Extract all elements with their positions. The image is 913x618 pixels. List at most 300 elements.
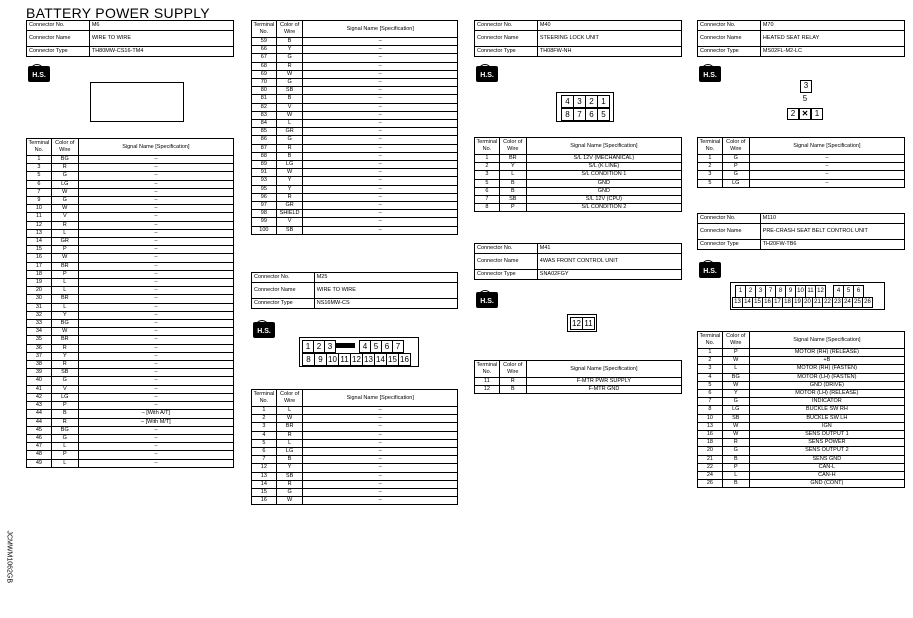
- wire-color-cell: SB: [276, 87, 303, 95]
- terminal-cell: 34: [27, 328, 52, 336]
- pin: 2: [585, 95, 598, 108]
- pin: 17: [772, 297, 783, 308]
- m41-signal-table: [474, 360, 682, 394]
- wire-color-cell: R: [51, 164, 78, 172]
- signal-name-cell: BUCKLE SW LH: [749, 414, 904, 422]
- m110-connector-diagram: [730, 282, 885, 310]
- pin: 2: [745, 285, 756, 298]
- terminal-cell: 9: [27, 197, 52, 205]
- terminal-cell: 40: [27, 377, 52, 385]
- m6-connector-diagram: [90, 82, 184, 122]
- wire-color-cell: Y: [722, 390, 749, 398]
- wire-color-cell: R: [51, 418, 78, 426]
- wire-color-cell: G: [722, 171, 749, 179]
- terminal-cell: 99: [252, 218, 277, 226]
- document-code: JCMWM1062GB: [5, 530, 13, 584]
- table-row: [252, 472, 458, 480]
- terminal-cell: 18: [27, 270, 52, 278]
- terminal-no-header: Terminal No.: [698, 332, 723, 349]
- terminal-cell: 16: [698, 431, 723, 439]
- wire-color-cell: GR: [276, 128, 303, 136]
- terminal-cell: 80: [252, 87, 277, 95]
- pin: 5: [370, 340, 382, 353]
- page-title: BATTERY POWER SUPPLY: [26, 5, 210, 21]
- wire-color-cell: L: [51, 287, 78, 295]
- terminal-cell: 3: [475, 171, 500, 179]
- terminal-cell: 87: [252, 144, 277, 152]
- terminal-cell: 43: [27, 402, 52, 410]
- pin: 26: [862, 297, 873, 308]
- wire-color-cell: B: [51, 410, 78, 418]
- table-row: [252, 218, 458, 226]
- wire-color-cell: G: [722, 155, 749, 163]
- terminal-cell: 7: [698, 398, 723, 406]
- terminal-cell: 12: [27, 221, 52, 229]
- table-row: [252, 46, 458, 54]
- signal-name-header: Signal Name [Specification]: [749, 138, 904, 155]
- terminal-cell: 5: [698, 179, 723, 187]
- terminal-no-header: Terminal No.: [27, 139, 52, 156]
- pin: 7: [573, 108, 586, 121]
- table-row: [27, 418, 234, 426]
- terminal-cell: 7: [252, 456, 277, 464]
- table-row: [27, 410, 234, 418]
- terminal-cell: 13: [252, 472, 277, 480]
- terminal-cell: 35: [27, 336, 52, 344]
- wire-color-cell: GR: [276, 202, 303, 210]
- wire-color-cell: P: [722, 163, 749, 171]
- signal-name-cell: –: [78, 270, 233, 278]
- terminal-cell: 5: [27, 172, 52, 180]
- table-row: [252, 38, 458, 46]
- wire-color-cell: BG: [51, 320, 78, 328]
- wire-color-cell: V: [51, 213, 78, 221]
- terminal-cell: 37: [27, 352, 52, 360]
- m40-connector-diagram: [556, 92, 614, 122]
- signal-name-cell: –: [303, 456, 458, 464]
- table-row: [27, 221, 234, 229]
- signal-name-cell: –: [303, 193, 458, 201]
- wire-color-cell: V: [276, 103, 303, 111]
- terminal-cell: 97: [252, 202, 277, 210]
- table-row: [27, 229, 234, 237]
- pin: 2: [313, 340, 325, 353]
- terminal-cell: 85: [252, 128, 277, 136]
- signal-name-cell: SENS OUTPUT 2: [749, 447, 904, 455]
- table-row: [252, 185, 458, 193]
- harness-side-icon: H.S.: [28, 66, 50, 88]
- signal-name-cell: –: [303, 407, 458, 415]
- terminal-cell: 95: [252, 185, 277, 193]
- terminal-cell: 48: [27, 451, 52, 459]
- terminal-cell: 10: [698, 414, 723, 422]
- terminal-cell: 1: [698, 155, 723, 163]
- wire-color-cell: SB: [722, 414, 749, 422]
- terminal-cell: 16: [27, 254, 52, 262]
- signal-name-cell: –: [303, 464, 458, 472]
- pin: 12: [815, 285, 826, 298]
- signal-name-cell: –: [78, 188, 233, 196]
- wire-color-cell: G: [51, 377, 78, 385]
- pin: 14: [742, 297, 753, 308]
- wire-color-cell: P: [499, 204, 526, 212]
- table-row: [698, 455, 905, 463]
- wire-color-cell: R: [276, 193, 303, 201]
- table-row: [252, 464, 458, 472]
- table-row: [698, 349, 905, 357]
- table-row: [27, 352, 234, 360]
- wire-color-cell: R: [499, 378, 526, 386]
- signal-name-cell: –: [303, 95, 458, 103]
- terminal-cell: 44: [27, 410, 52, 418]
- wire-color-cell: P: [51, 451, 78, 459]
- harness-side-icon: H.S.: [476, 292, 498, 314]
- signal-name-cell: – [With A/T]: [78, 410, 233, 418]
- pin: 1: [811, 108, 823, 120]
- wire-color-cell: Y: [276, 185, 303, 193]
- terminal-cell: 11: [27, 213, 52, 221]
- terminal-cell: 41: [27, 385, 52, 393]
- wire-color-cell: L: [722, 472, 749, 480]
- wire-color-cell: R: [51, 221, 78, 229]
- terminal-cell: 11: [475, 378, 500, 386]
- signal-name-cell: CAN-L: [749, 463, 904, 471]
- m41-info-table: Connector No. M41 Connector Name 4WAS FRONT CONTROL UNIT Connector Type SNA02FGY: [474, 243, 682, 280]
- wire-color-cell: L: [51, 229, 78, 237]
- signal-name-cell: –: [78, 156, 233, 164]
- terminal-cell: 14: [252, 480, 277, 488]
- terminal-cell: 5: [252, 439, 277, 447]
- signal-name-cell: –: [78, 402, 233, 410]
- pin: 1: [302, 340, 314, 353]
- signal-name-cell: –: [303, 70, 458, 78]
- signal-name-cell: –: [78, 320, 233, 328]
- terminal-cell: 69: [252, 70, 277, 78]
- signal-name-cell: –: [78, 180, 233, 188]
- signal-name-cell: –: [78, 303, 233, 311]
- wire-color-cell: W: [276, 70, 303, 78]
- signal-name-cell: –: [749, 155, 904, 163]
- wire-color-cell: W: [276, 497, 303, 505]
- terminal-cell: 7: [475, 196, 500, 204]
- terminal-cell: 33: [27, 320, 52, 328]
- signal-name-cell: –: [303, 497, 458, 505]
- table-row: [252, 70, 458, 78]
- pin: 10: [795, 285, 806, 298]
- table-row: [252, 480, 458, 488]
- wire-color-cell: W: [722, 381, 749, 389]
- m70-info-table: Connector No. M70 Connector Name HEATED SEAT RELAY Connector Type MS02FL-M2-LC: [697, 20, 905, 57]
- signal-name-cell: –: [303, 38, 458, 46]
- pin: 3: [573, 95, 586, 108]
- table-row: [475, 163, 682, 171]
- wire-color-cell: SB: [276, 472, 303, 480]
- table-row: [475, 378, 682, 386]
- table-row: [252, 439, 458, 447]
- wire-color-header: Color of Wire: [51, 139, 78, 156]
- wire-color-cell: W: [722, 422, 749, 430]
- wire-color-cell: L: [276, 439, 303, 447]
- signal-name-cell: –: [749, 171, 904, 179]
- terminal-cell: 31: [27, 303, 52, 311]
- table-row: [252, 161, 458, 169]
- table-row: [252, 103, 458, 111]
- table-row: [27, 295, 234, 303]
- signal-name-cell: S/L 12V (MECHANICAL): [526, 155, 681, 163]
- wire-color-cell: BG: [722, 373, 749, 381]
- terminal-cell: 59: [252, 38, 277, 46]
- harness-side-icon: H.S.: [699, 66, 721, 88]
- pin: 5: [843, 285, 854, 298]
- wire-color-cell: W: [51, 188, 78, 196]
- pin: 24: [842, 297, 853, 308]
- signal-name-cell: –: [78, 295, 233, 303]
- harness-side-icon: H.S.: [253, 322, 275, 344]
- wire-color-cell: GR: [51, 238, 78, 246]
- wire-color-cell: L: [51, 443, 78, 451]
- signal-name-header: Signal Name [Specification]: [303, 390, 458, 407]
- pin: 13: [732, 297, 743, 308]
- pin: 11: [338, 353, 351, 366]
- signal-name-cell: –: [303, 202, 458, 210]
- terminal-cell: 67: [252, 54, 277, 62]
- wire-color-cell: B: [499, 187, 526, 195]
- table-row: [698, 179, 905, 187]
- wire-color-cell: P: [51, 402, 78, 410]
- table-row: [27, 434, 234, 442]
- signal-name-cell: MOTOR (LH) (FASTEN): [749, 373, 904, 381]
- table-row: [27, 377, 234, 385]
- wire-color-cell: Y: [276, 46, 303, 54]
- terminal-cell: 98: [252, 210, 277, 218]
- wire-color-header: Color of Wire: [276, 21, 303, 38]
- table-row: [698, 390, 905, 398]
- wire-color-cell: LG: [51, 180, 78, 188]
- signal-name-cell: IGN: [749, 422, 904, 430]
- signal-name-header: Signal Name [Specification]: [749, 332, 904, 349]
- wire-color-cell: G: [276, 79, 303, 87]
- table-row: [27, 254, 234, 262]
- wire-color-cell: R: [276, 431, 303, 439]
- signal-name-cell: –: [303, 111, 458, 119]
- terminal-cell: 14: [27, 238, 52, 246]
- key-slot-icon: [335, 343, 355, 348]
- m40-signal-table: [474, 137, 682, 212]
- signal-name-cell: –: [749, 163, 904, 171]
- terminal-cell: 82: [252, 103, 277, 111]
- wire-color-cell: LG: [722, 406, 749, 414]
- terminal-cell: 32: [27, 311, 52, 319]
- signal-name-cell: –: [78, 434, 233, 442]
- terminal-cell: 30: [27, 295, 52, 303]
- signal-name-cell: –: [303, 423, 458, 431]
- wire-color-cell: G: [276, 136, 303, 144]
- signal-name-cell: – [With M/T]: [78, 418, 233, 426]
- wire-color-cell: G: [276, 489, 303, 497]
- terminal-cell: 5: [698, 381, 723, 389]
- wire-color-cell: V: [276, 218, 303, 226]
- table-row: [252, 111, 458, 119]
- signal-name-cell: –: [303, 46, 458, 54]
- signal-name-cell: –: [303, 79, 458, 87]
- signal-name-cell: –: [303, 448, 458, 456]
- wire-color-cell: Y: [276, 464, 303, 472]
- table-row: [698, 381, 905, 389]
- signal-name-cell: SENS POWER: [749, 439, 904, 447]
- signal-name-cell: –: [78, 393, 233, 401]
- terminal-cell: 4: [698, 373, 723, 381]
- signal-name-cell: –: [303, 177, 458, 185]
- m25-info-table: Connector No. M25 Connector Name WIRE TO WIRE Connector Type NS16MW-CS: [251, 272, 458, 309]
- terminal-cell: 15: [27, 246, 52, 254]
- wire-color-cell: P: [722, 463, 749, 471]
- terminal-cell: 86: [252, 136, 277, 144]
- pin: 3: [324, 340, 336, 353]
- signal-name-cell: –: [78, 451, 233, 459]
- wire-color-cell: R: [51, 361, 78, 369]
- wire-color-cell: LG: [276, 448, 303, 456]
- terminal-cell: 89: [252, 161, 277, 169]
- signal-name-cell: S/L 12V (CPU): [526, 196, 681, 204]
- signal-name-header: Signal Name [Specification]: [303, 21, 458, 38]
- wire-color-cell: G: [51, 197, 78, 205]
- m110-signal-table: [697, 331, 905, 488]
- table-row: [698, 472, 905, 480]
- harness-side-icon: H.S.: [699, 262, 721, 284]
- terminal-no-header: Terminal No.: [698, 138, 723, 155]
- wire-color-cell: G: [51, 434, 78, 442]
- table-row: [27, 311, 234, 319]
- table-row: [27, 336, 234, 344]
- table-row: [252, 489, 458, 497]
- table-row: [252, 169, 458, 177]
- terminal-cell: 7: [27, 188, 52, 196]
- pin: 25: [852, 297, 863, 308]
- pin: 3: [755, 285, 766, 298]
- pin: 1: [597, 95, 610, 108]
- table-row: [698, 431, 905, 439]
- signal-name-cell: –: [78, 344, 233, 352]
- table-row: [252, 456, 458, 464]
- table-row: [27, 172, 234, 180]
- pin: 12: [570, 317, 583, 330]
- signal-name-cell: –: [303, 54, 458, 62]
- terminal-cell: 20: [27, 287, 52, 295]
- terminal-cell: 2: [252, 415, 277, 423]
- m25-connector-diagram: [299, 337, 419, 367]
- pin: 4: [833, 285, 844, 298]
- table-row: [698, 357, 905, 365]
- terminal-cell: 6: [475, 187, 500, 195]
- terminal-cell: 84: [252, 120, 277, 128]
- table-row: [27, 279, 234, 287]
- signal-name-cell: –: [78, 164, 233, 172]
- signal-name-cell: GND (CONT): [749, 480, 904, 488]
- table-row: [698, 480, 905, 488]
- signal-name-cell: –: [303, 218, 458, 226]
- signal-name-cell: –: [78, 443, 233, 451]
- signal-name-cell: –: [78, 221, 233, 229]
- wire-color-cell: W: [276, 111, 303, 119]
- terminal-cell: 26: [698, 480, 723, 488]
- pin: 20: [802, 297, 813, 308]
- wire-color-cell: B: [276, 95, 303, 103]
- wire-color-cell: W: [276, 169, 303, 177]
- signal-name-header: Signal Name [Specification]: [526, 361, 681, 378]
- pin: 13: [362, 353, 375, 366]
- signal-name-cell: –: [303, 415, 458, 423]
- signal-name-cell: –: [78, 336, 233, 344]
- terminal-cell: 38: [27, 361, 52, 369]
- signal-name-cell: BUCKLE SW RH: [749, 406, 904, 414]
- wire-color-cell: BR: [51, 336, 78, 344]
- signal-name-cell: S/L (K LINE): [526, 163, 681, 171]
- table-row: [252, 144, 458, 152]
- m6-signal-table-2: [251, 20, 458, 235]
- terminal-cell: 6: [27, 180, 52, 188]
- pin: 8: [561, 108, 574, 121]
- terminal-cell: 4: [252, 431, 277, 439]
- signal-name-cell: SENS OUTPUT 1: [749, 431, 904, 439]
- signal-name-cell: –: [78, 426, 233, 434]
- pin: 2: [787, 108, 799, 120]
- wire-color-cell: LG: [722, 179, 749, 187]
- wire-color-cell: G: [276, 54, 303, 62]
- signal-name-header: Signal Name [Specification]: [78, 139, 233, 156]
- pin: 5: [597, 108, 610, 121]
- table-row: [698, 447, 905, 455]
- terminal-cell: 1: [252, 407, 277, 415]
- wire-color-cell: Y: [499, 163, 526, 171]
- wire-color-cell: R: [722, 439, 749, 447]
- signal-name-cell: MOTOR (RH) (RELEASE): [749, 349, 904, 357]
- table-row: [252, 448, 458, 456]
- terminal-no-header: Terminal No.: [252, 21, 277, 38]
- pin: 5: [800, 94, 810, 105]
- signal-name-cell: SENS GND: [749, 455, 904, 463]
- wire-color-cell: L: [499, 171, 526, 179]
- wire-color-cell: B: [276, 456, 303, 464]
- m110-info-table: Connector No. M110 Connector Name PRE-CRASH SEAT BELT CONTROL UNIT Connector Type TH20FW-TB6: [697, 213, 905, 250]
- pin: 14: [374, 353, 387, 366]
- terminal-cell: 3: [252, 423, 277, 431]
- pin: 23: [832, 297, 843, 308]
- table-row: [252, 415, 458, 423]
- pin: 9: [314, 353, 327, 366]
- terminal-cell: 3: [698, 171, 723, 179]
- table-row: [27, 344, 234, 352]
- terminal-cell: 44: [27, 418, 52, 426]
- signal-name-cell: –: [78, 172, 233, 180]
- signal-name-cell: –: [78, 213, 233, 221]
- wire-color-header: Color of Wire: [722, 138, 749, 155]
- terminal-cell: 6: [252, 448, 277, 456]
- table-row: [252, 62, 458, 70]
- terminal-no-header: Terminal No.: [475, 361, 500, 378]
- signal-name-cell: INDICATOR: [749, 398, 904, 406]
- signal-name-cell: S/L CONDITION 2: [526, 204, 681, 212]
- table-row: [252, 407, 458, 415]
- wire-color-cell: W: [51, 205, 78, 213]
- pin: 11: [805, 285, 816, 298]
- table-row: [698, 373, 905, 381]
- signal-name-cell: F-MTR GND: [526, 386, 681, 394]
- table-row: [475, 171, 682, 179]
- pin: 4: [561, 95, 574, 108]
- pin: 16: [398, 353, 411, 366]
- table-row: [27, 180, 234, 188]
- table-row: [252, 497, 458, 505]
